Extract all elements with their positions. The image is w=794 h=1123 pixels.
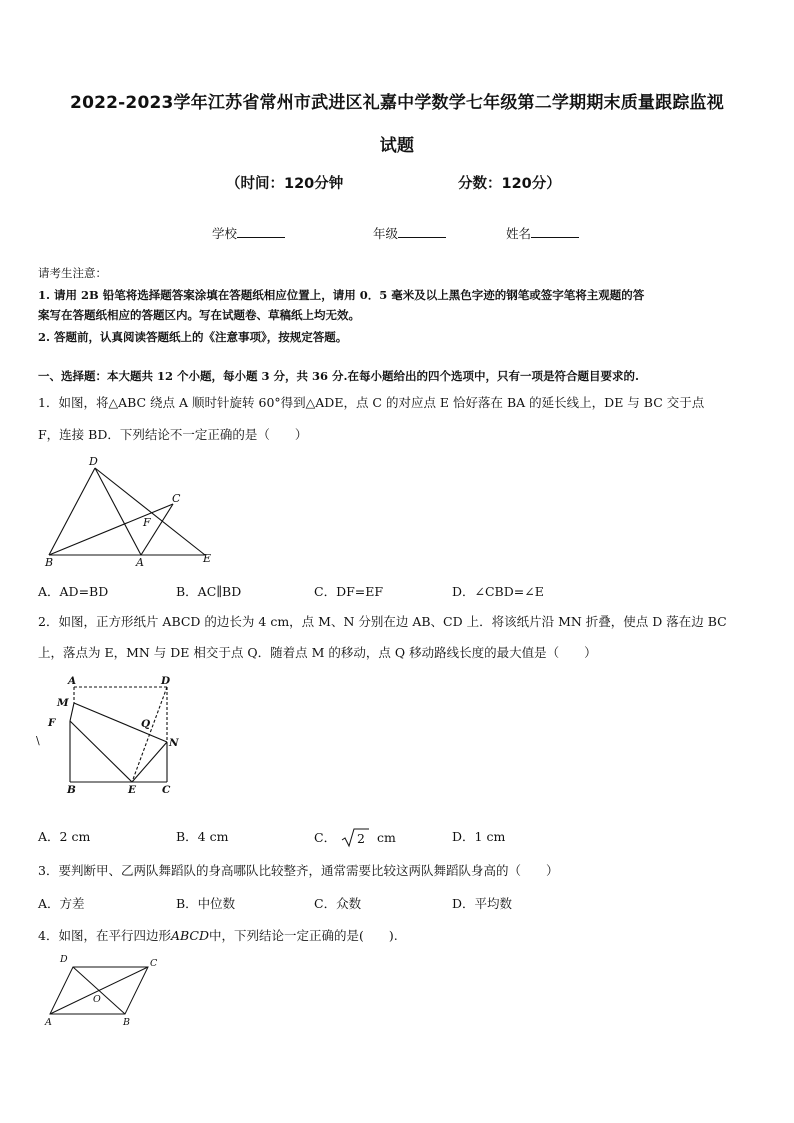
q4-diagonal-bd xyxy=(73,967,125,1014)
q4-label-b: B xyxy=(123,1017,130,1028)
q3-option-c[interactable]: C．众数 xyxy=(314,896,362,911)
q2-option-c-letter: C． xyxy=(314,830,337,845)
q2-label-a: A xyxy=(68,675,77,687)
q4-text-italic: ABCD xyxy=(170,928,209,943)
q3-option-a[interactable]: A．方差 xyxy=(38,896,85,911)
name-blank[interactable] xyxy=(531,225,579,238)
q4-figure xyxy=(38,950,173,1030)
name-label: 姓名 xyxy=(506,226,532,241)
page-title: 2022-2023学年江苏省常州市武进区礼嘉中学数学七年级第二学期期末质量跟踪监视 xyxy=(70,93,724,113)
q1-option-b[interactable]: B．AC∥BD xyxy=(176,584,242,599)
grade-blank[interactable] xyxy=(398,225,446,238)
grade-label: 年级 xyxy=(373,226,399,241)
q1-label-f: F xyxy=(143,516,151,529)
q2-label-c: C xyxy=(162,784,171,796)
q1-text-line-2: F，连接 BD．下列结论不一定正确的是（ ） xyxy=(38,427,308,442)
q2-label-q: Q xyxy=(141,718,151,730)
notes-item-2: 2. 答题前，认真阅读答题纸上的《注意事项》，按规定答题。 xyxy=(38,330,348,344)
q1-segment-bd xyxy=(49,468,95,555)
q2-option-a[interactable]: A．2 cm xyxy=(38,829,91,844)
school-label: 学校 xyxy=(212,226,238,241)
q1-segment-ac xyxy=(141,504,173,555)
q2-text-line-1: 2．如图，正方形纸片 ABCD 的边长为 4 cm，点 M、N 分别在边 AB、CD 上．将该纸片沿 MN 折叠，使点 D 落在边 BC xyxy=(38,614,727,629)
name-field[interactable] xyxy=(506,224,579,242)
q2-label-f: F xyxy=(48,717,56,729)
q1-option-a[interactable]: A．AD=BD xyxy=(38,584,109,599)
q2-option-d[interactable]: D．1 cm xyxy=(452,829,506,844)
q2-label-d: D xyxy=(161,675,171,687)
q2-option-c-radicand: 2 xyxy=(357,831,366,846)
notes-item-1-line-1: 1. 请用 2B 铅笔将选择题答案涂填在答题纸相应位置上，请用 0．5 毫米及以上黑色字迹的钢笔或签字笔将主观题的答 xyxy=(38,288,645,302)
q2-stray-mark: \ xyxy=(36,734,40,747)
q4-label-d: D xyxy=(60,954,68,965)
q1-text-line-1: 1．如图，将△ABC 绕点 A 顺时针旋转 60°得到△ADE，点 C 的对应点 E 恰好落在 BA 的延长线上，DE 与 BC 交于点 xyxy=(38,395,705,410)
q1-label-e: E xyxy=(203,552,212,565)
q1-label-b: B xyxy=(45,556,54,569)
q1-label-a: A xyxy=(136,556,144,569)
q2-segment-mf xyxy=(70,703,74,721)
q1-segment-de xyxy=(95,468,205,555)
q2-label-m: M xyxy=(57,697,69,709)
q2-segment-en xyxy=(132,742,167,782)
q1-label-d: D xyxy=(89,455,98,468)
q2-segment-fe xyxy=(70,721,132,782)
q2-label-e: E xyxy=(128,784,137,796)
q2-option-c-unit: cm xyxy=(377,830,396,845)
q2-option-c[interactable] xyxy=(314,827,396,849)
q1-segment-da xyxy=(95,468,141,555)
sqrt-icon xyxy=(340,827,370,849)
section-heading: 一、选择题：本大题共 12 个小题，每小题 3 分，共 36 分.在每小题给出的四个选项中，只有一项是符合题目要求的. xyxy=(38,369,640,383)
q1-figure xyxy=(38,452,228,574)
q1-option-c[interactable]: C．DF=EF xyxy=(314,584,384,599)
q4-text xyxy=(38,925,398,947)
q4-label-o: O xyxy=(93,994,101,1005)
q3-option-b[interactable]: B．中位数 xyxy=(176,896,236,911)
q3-text: 3．要判断甲、乙两队舞蹈队的身高哪队比较整齐，通常需要比较这两队舞蹈队身高的（ ） xyxy=(38,863,559,878)
q2-option-b[interactable]: B．4 cm xyxy=(176,829,229,844)
school-blank[interactable] xyxy=(237,225,285,238)
q4-text-post: 中，下列结论一定正确的是( ). xyxy=(209,928,398,943)
q1-label-c: C xyxy=(172,492,181,505)
q1-option-d[interactable]: D．∠CBD=∠E xyxy=(452,584,544,599)
q4-text-pre: 4．如图，在平行四边形 xyxy=(38,928,171,943)
q4-label-a: A xyxy=(45,1017,52,1028)
page-title-continued: 试题 xyxy=(379,136,415,156)
q2-figure xyxy=(34,670,194,800)
exam-score: 分数：120分） xyxy=(458,176,561,192)
q2-segment-mn xyxy=(74,703,167,742)
grade-field[interactable] xyxy=(373,224,446,242)
notes-heading: 请考生注意： xyxy=(38,266,107,280)
q2-label-b: B xyxy=(67,784,76,796)
q2-label-n: N xyxy=(169,737,179,749)
q1-segment-bc xyxy=(49,504,173,555)
exam-time: （时间：120分钟 xyxy=(226,176,344,192)
q4-label-c: C xyxy=(150,958,158,969)
school-field[interactable] xyxy=(212,224,285,242)
q2-text-line-2: 上，落点为 E，MN 与 DE 相交于点 Q．随着点 M 的移动，点 Q 移动路线长度的最大值是（ ） xyxy=(38,645,597,660)
q3-option-d[interactable]: D．平均数 xyxy=(452,896,513,911)
notes-item-1-line-2: 案写在答题纸相应的答题区内。写在试题卷、草稿纸上均无效。 xyxy=(38,308,360,322)
